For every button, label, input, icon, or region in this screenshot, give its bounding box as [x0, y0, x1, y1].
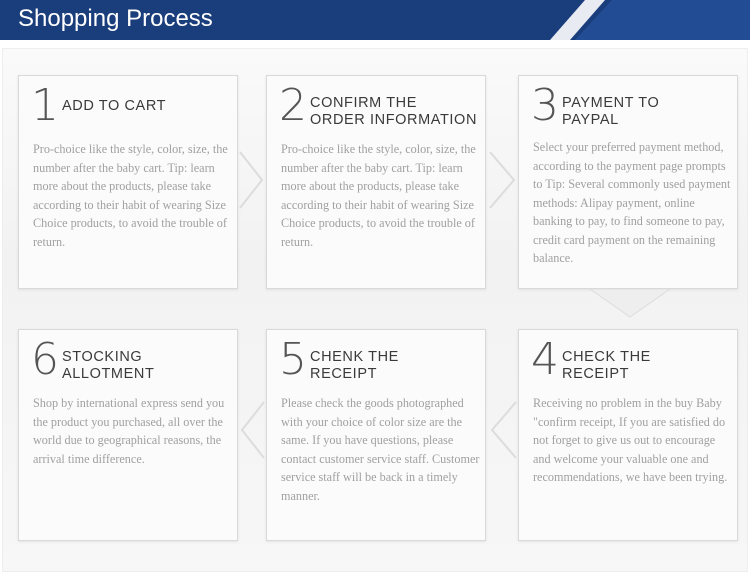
step-title-line: CONFIRM THE [310, 95, 418, 111]
step-card-5 [266, 329, 486, 541]
step-card-1 [18, 75, 238, 289]
step-card-2 [266, 75, 486, 289]
step-number: 1 [31, 80, 59, 131]
step-description: Pro-choice like the style, color, size, the number after the baby cart. Tip: learn more about the products, please take according to their habit of wearing Size Choice products, to avoid the trouble of return. [281, 142, 476, 249]
step-title-line: PAYPAL [562, 112, 619, 128]
step-description: Select your preferred payment method, according to the payment page prompts to Tip: Several commonly used payment methods: Alipay payment, online banking to pay, to find someone to pay, credit card payment on the remaining balance. [533, 140, 731, 265]
step-number: 3 [531, 80, 559, 131]
step-number: 5 [279, 334, 307, 385]
step-description: Receiving no problem in the buy Baby "confirm receipt, If you are satisfied do not forget to give us out to encourage and welcome your valuable one and recommendations, we have been trying. [533, 396, 728, 484]
step-number: 2 [279, 80, 307, 131]
step-number: 4 [531, 334, 559, 385]
arrow-left-icon [238, 400, 266, 460]
step-title [62, 98, 232, 115]
arrow-left-icon [488, 400, 518, 460]
step-title [62, 349, 232, 383]
step-title-line: CHENK THE [310, 349, 399, 365]
arrow-right-icon [488, 150, 518, 210]
step-description: Shop by international express send you the product you purchased, all over the world due to geographical reasons, the arrival time difference. [33, 396, 225, 466]
step-title-line: ORDER INFORMATION [310, 112, 478, 128]
step-title-line: STOCKING [62, 349, 143, 365]
step-title-line: RECEIPT [562, 366, 630, 382]
step-title [562, 95, 732, 129]
step-title [310, 95, 480, 129]
step-description: Pro-choice like the style, color, size, the number after the baby cart. Tip: learn more about the products, please take according to their habit of wearing Size Choice products, to avoid the trouble of return. [33, 142, 228, 249]
header-bar [0, 0, 750, 40]
arrow-down-icon [590, 289, 670, 319]
step-title-line: PAYMENT TO [562, 95, 660, 111]
step-card-6 [18, 329, 238, 541]
step-title [562, 349, 732, 383]
step-number: 6 [31, 334, 59, 385]
step-card-4 [518, 329, 738, 541]
arrow-right-icon [238, 150, 266, 210]
step-title-line: RECEIPT [310, 366, 378, 382]
step-title-line: ADD TO CART [62, 98, 167, 114]
step-title [310, 349, 480, 383]
page-title: Shopping Process [18, 5, 213, 32]
step-description: Please check the goods photographed with your choice of color size are the same. If you have questions, please contact customer service staff. Customer service staff will be back in a timely manner. [281, 396, 480, 503]
step-title-line: CHECK THE [562, 349, 651, 365]
step-title-line: ALLOTMENT [62, 366, 155, 382]
step-card-3 [518, 75, 738, 289]
